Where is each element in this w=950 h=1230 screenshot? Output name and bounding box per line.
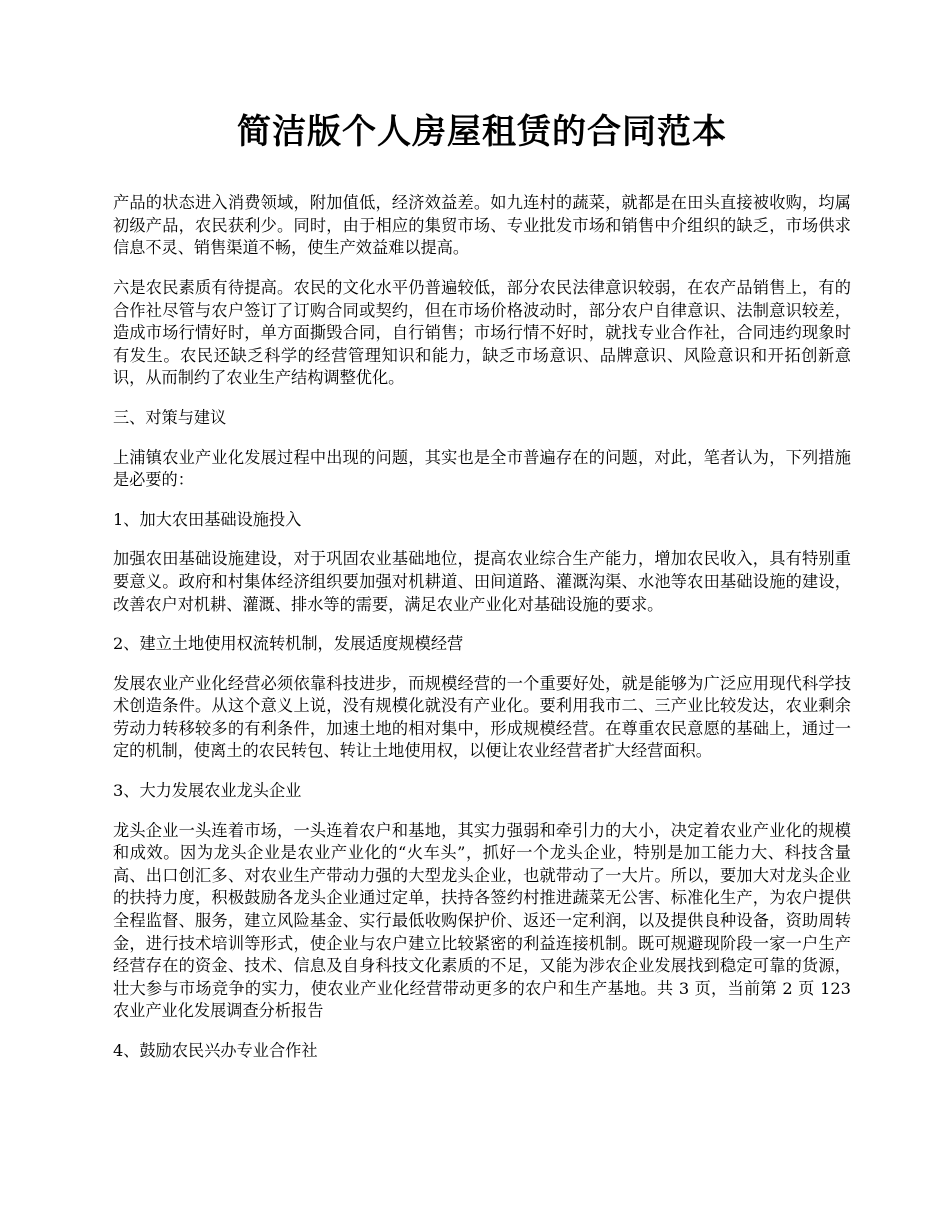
section-heading-measures: 三、对策与建议 <box>113 407 227 427</box>
document-page <box>113 110 851 1080</box>
paragraph-intro-measures: 上浦镇农业产业化发展过程中出现的问题，其实也是全市普遍存在的问题，对此，笔者认为，下列措施是必要的： <box>113 447 851 490</box>
subheading-leading-enterprises: 3、大力发展农业龙头企业 <box>113 781 302 801</box>
paragraph-infrastructure: 加强农田基础设施建设，对于巩固农业基础地位，提高农业综合生产能力，增加农民收入，具有特别重要意义。政府和村集体经济组织要加强对机耕道、田间道路、灌溉沟渠、水池等农田基础设施的建设，改善农户对机耕、灌溉、排水等的需要，满足农业产业化对基础设施的要求。 <box>113 549 851 614</box>
subheading-land-transfer: 2、建立土地使用权流转机制，发展适度规模经营 <box>113 634 464 654</box>
paragraph-leading-enterprises: 龙头企业一头连着市场，一头连着农户和基地，其实力强弱和牵引力的大小，决定着农业产业化的规模和成效。因为龙头企业是农业产业化的“火车头”，抓好一个龙头企业，特别是加工能力大、科技含量高、出口创汇多、对农业生产带动力强的大型龙头企业，也就带动了一大片。所以，要加大对龙头企业的扶持力度，积极鼓励各龙头企业通过定单，扶持各签约村推进蔬菜无公害、标准化生产，为农户提供全程监督、服务，建立风险基金、实行最低收购保护价、返还一定利润，以及提供良种设备，资助周转金，进行技术培训等形式，使企业与农户建立比较紧密的利益连接机制。既可规避现阶段一家一户生产经营存在的资金、技术、信息及自身科技文化素质的不足，又能为涉农企业发展找到稳定可靠的货源，壮大参与市场竞争的实力，使农业产业化经营带动更多的农户和生产基地。共 3 页，当前第 2 页 123 农业产业化发展调查分析报告 <box>113 820 851 1021</box>
paragraph-land-transfer: 发展农业产业化经营必须依靠科技进步，而规模经营的一个重要好处，就是能够为广泛应用现代科学技术创造条件。从这个意义上说，没有规模化就没有产业化。要利用我市二、三产业比较发达，农业剩余劳动力转移较多的有利条件，加速土地的相对集中，形成规模经营。在尊重农民意愿的基础上，通过一定的机制，使离土的农民转包、转让土地使用权，以便让农业经营者扩大经营面积。 <box>113 673 851 761</box>
document-title: 简洁版个人房屋租赁的合同范本 <box>237 112 727 152</box>
subheading-cooperatives: 4、鼓励农民兴办专业合作社 <box>113 1041 318 1060</box>
subheading-infrastructure: 1、加大农田基础设施投入 <box>113 509 302 529</box>
paragraph-product-state: 产品的状态进入消费领域，附加值低，经济效益差。如九连村的蔬菜，就都是在田头直接被收购，均属初级产品，农民获利少。同时，由于相应的集贸市场、专业批发市场和销售中介组织的缺乏，市场供求信息不灵、销售渠道不畅，使生产效益难以提高。 <box>113 193 851 258</box>
paragraph-farmer-quality: 六是农民素质有待提高。农民的文化水平仍普遍较低，部分农民法律意识较弱，在农产品销售上，有的合作社尽管与农户签订了订购合同或契约，但在市场价格波动时，部分农户自律意识、法制意识较差，造成市场行情好时，单方面撕毁合同，自行销售；市场行情不好时，就找专业合作社，合同违约现象时有发生。农民还缺乏科学的经营管理知识和能力，缺乏市场意识、品牌意识、风险意识和开拓创新意识，从而制约了农业生产结构调整优化。 <box>113 277 851 388</box>
